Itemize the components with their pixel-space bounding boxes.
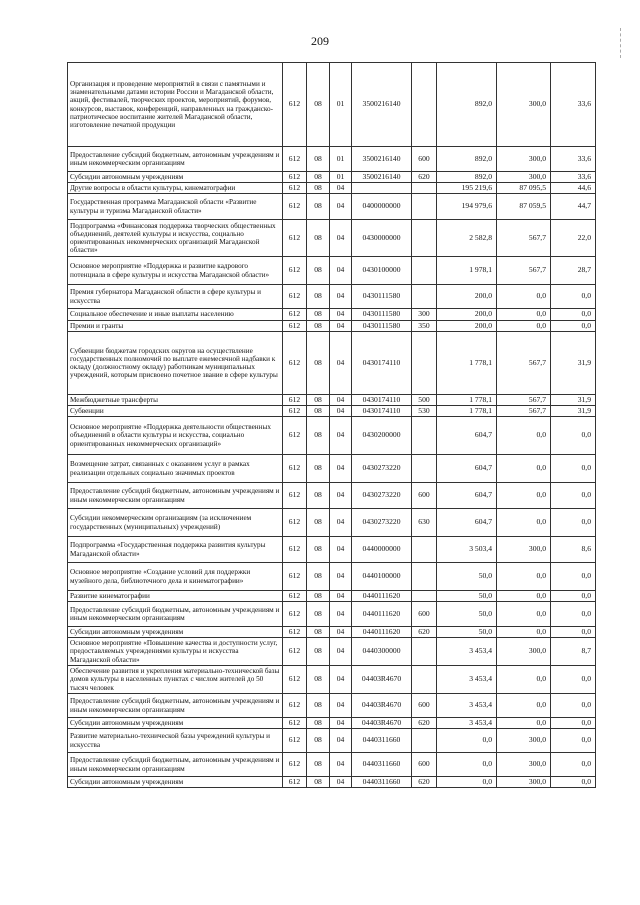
row-section-code: 08 [307, 63, 330, 147]
row-name: Премия губернатора Магаданской области в сфере культуры и искусства [68, 285, 283, 309]
row-executed-amount: 0,0 [497, 309, 551, 321]
row-target-article: 0430200000 [352, 417, 412, 455]
row-executed-amount: 567,7 [497, 332, 551, 395]
row-section-code: 08 [307, 309, 330, 321]
row-executed-amount: 0,0 [497, 321, 551, 332]
row-subsection-code: 04 [330, 194, 352, 220]
row-execution-percent: 0,0 [551, 321, 596, 332]
row-executed-amount: 0,0 [497, 591, 551, 602]
row-executed-amount: 300,0 [497, 537, 551, 563]
row-executed-amount: 0,0 [497, 627, 551, 638]
row-name: Предоставление субсидий бюджетным, автономным учреждениям и иным некоммерческим организациям [68, 694, 283, 718]
row-executed-amount: 567,7 [497, 406, 551, 417]
row-execution-percent: 44,6 [551, 183, 596, 194]
row-name: Предоставление субсидий бюджетным, автономным учреждениям и иным некоммерческим организациям [68, 753, 283, 777]
row-expense-type: 620 [412, 718, 437, 729]
row-section-code: 08 [307, 591, 330, 602]
row-executed-amount: 300,0 [497, 777, 551, 788]
row-executed-amount: 0,0 [497, 694, 551, 718]
row-subsection-code: 04 [330, 332, 352, 395]
row-section-code: 08 [307, 194, 330, 220]
row-executed-amount: 0,0 [497, 563, 551, 591]
row-ministry-code: 612 [283, 638, 307, 666]
row-approved-amount: 2 582,8 [437, 220, 497, 257]
table-row [68, 183, 596, 194]
row-executed-amount: 300,0 [497, 172, 551, 183]
table-row [68, 483, 596, 509]
row-name: Субсидии некоммерческим организациям (за исключением государственных (муниципальных) учреждений) [68, 509, 283, 537]
row-subsection-code: 04 [330, 220, 352, 257]
row-subsection-code: 01 [330, 63, 352, 147]
row-expense-type [412, 729, 437, 753]
row-target-article: 0430174110 [352, 395, 412, 406]
row-expense-type [412, 194, 437, 220]
row-expense-type: 620 [412, 777, 437, 788]
row-subsection-code: 04 [330, 694, 352, 718]
row-execution-percent: 22,0 [551, 220, 596, 257]
row-ministry-code: 612 [283, 666, 307, 694]
row-approved-amount: 604,7 [437, 417, 497, 455]
row-approved-amount: 50,0 [437, 563, 497, 591]
row-subsection-code: 04 [330, 183, 352, 194]
row-name: Обеспечение развития и укрепления материально-технической базы домов культуры в населенных пунктах с числом жителей до 50 тысяч человек [68, 666, 283, 694]
table-row [68, 455, 596, 483]
row-ministry-code: 612 [283, 753, 307, 777]
row-expense-type: 530 [412, 406, 437, 417]
row-section-code: 08 [307, 537, 330, 563]
row-name: Основное мероприятие «Поддержка деятельности общественных объединений в области культуры и искусства, социально ориентированных некоммерческих организаций» [68, 417, 283, 455]
row-approved-amount: 3 453,4 [437, 638, 497, 666]
row-section-code: 08 [307, 666, 330, 694]
row-executed-amount: 87 095,5 [497, 183, 551, 194]
row-ministry-code: 612 [283, 537, 307, 563]
row-section-code: 08 [307, 483, 330, 509]
row-name: Социальное обеспечение и иные выплаты населению [68, 309, 283, 321]
row-target-article: 3500216140 [352, 172, 412, 183]
row-executed-amount: 567,7 [497, 395, 551, 406]
row-target-article: 0440000000 [352, 537, 412, 563]
row-executed-amount: 0,0 [497, 602, 551, 627]
table-row [68, 591, 596, 602]
page-number: 209 [311, 34, 329, 48]
row-ministry-code: 612 [283, 694, 307, 718]
row-subsection-code: 04 [330, 455, 352, 483]
row-expense-type: 630 [412, 509, 437, 537]
row-ministry-code: 612 [283, 172, 307, 183]
row-approved-amount: 892,0 [437, 63, 497, 147]
row-section-code: 08 [307, 172, 330, 183]
table-row [68, 666, 596, 694]
row-section-code: 08 [307, 718, 330, 729]
row-execution-percent: 8,6 [551, 537, 596, 563]
row-section-code: 08 [307, 257, 330, 285]
row-approved-amount: 50,0 [437, 627, 497, 638]
table-row [68, 406, 596, 417]
row-name: Субсидии автономным учреждениям [68, 627, 283, 638]
row-target-article: 0430174110 [352, 332, 412, 395]
row-name: Основное мероприятие «Поддержка и развитие кадрового потенциала в сфере культуры и искусства Магаданской области» [68, 257, 283, 285]
row-ministry-code: 612 [283, 332, 307, 395]
table-row [68, 220, 596, 257]
row-ministry-code: 612 [283, 563, 307, 591]
row-section-code: 08 [307, 777, 330, 788]
row-name: Премии и гранты [68, 321, 283, 332]
row-section-code: 08 [307, 321, 330, 332]
row-execution-percent: 0,0 [551, 729, 596, 753]
row-subsection-code: 04 [330, 406, 352, 417]
row-target-article: 3500216140 [352, 63, 412, 147]
row-section-code: 08 [307, 729, 330, 753]
row-approved-amount: 604,7 [437, 483, 497, 509]
row-executed-amount: 87 059,5 [497, 194, 551, 220]
row-expense-type [412, 591, 437, 602]
row-approved-amount: 195 219,6 [437, 183, 497, 194]
row-ministry-code: 612 [283, 627, 307, 638]
row-expense-type [412, 332, 437, 395]
table-row [68, 63, 596, 147]
row-target-article: 0440111620 [352, 591, 412, 602]
row-subsection-code: 04 [330, 417, 352, 455]
row-section-code: 08 [307, 455, 330, 483]
row-executed-amount: 0,0 [497, 718, 551, 729]
row-section-code: 08 [307, 563, 330, 591]
table-row [68, 194, 596, 220]
row-expense-type [412, 285, 437, 309]
row-name: Субвенции бюджетам городских округов на осуществление государственных полномочий по выплате ежемесячной надбавки к окладу (должностному окладу) работникам муниципальных учреждений, которым присвоено почетное звание в сфере культуры [68, 332, 283, 395]
row-executed-amount: 0,0 [497, 285, 551, 309]
row-expense-type: 350 [412, 321, 437, 332]
row-name: Подпрограмма «Финансовая поддержка творческих общественных объединений, деятелей культуры и искусства, социально ориентированных некоммерческих организаций Магаданской области» [68, 220, 283, 257]
row-approved-amount: 3 453,4 [437, 666, 497, 694]
row-approved-amount: 3 453,4 [437, 694, 497, 718]
table-row [68, 321, 596, 332]
row-expense-type [412, 666, 437, 694]
row-name: Предоставление субсидий бюджетным, автономным учреждениям и иным некоммерческим организациям [68, 483, 283, 509]
row-ministry-code: 612 [283, 220, 307, 257]
table-row [68, 777, 596, 788]
row-execution-percent: 44,7 [551, 194, 596, 220]
row-expense-type: 600 [412, 694, 437, 718]
budget-table-body [68, 63, 596, 788]
row-target-article: 0440111620 [352, 602, 412, 627]
row-ministry-code: 612 [283, 483, 307, 509]
row-approved-amount: 1 778,1 [437, 395, 497, 406]
table-row [68, 257, 596, 285]
row-target-article: 0440311660 [352, 777, 412, 788]
row-expense-type [412, 455, 437, 483]
row-section-code: 08 [307, 183, 330, 194]
row-ministry-code: 612 [283, 718, 307, 729]
row-execution-percent: 0,0 [551, 483, 596, 509]
row-subsection-code: 04 [330, 395, 352, 406]
row-name: Субсидии автономным учреждениям [68, 718, 283, 729]
row-execution-percent: 0,0 [551, 455, 596, 483]
row-subsection-code: 01 [330, 172, 352, 183]
row-section-code: 08 [307, 332, 330, 395]
row-ministry-code: 612 [283, 321, 307, 332]
row-section-code: 08 [307, 417, 330, 455]
row-approved-amount: 1 778,1 [437, 332, 497, 395]
row-approved-amount: 604,7 [437, 455, 497, 483]
row-section-code: 08 [307, 509, 330, 537]
row-executed-amount: 300,0 [497, 147, 551, 172]
row-target-article [352, 183, 412, 194]
row-name: Развитие кинематографии [68, 591, 283, 602]
row-subsection-code: 04 [330, 537, 352, 563]
row-name: Другие вопросы в области культуры, кинематографии [68, 183, 283, 194]
row-approved-amount: 3 503,4 [437, 537, 497, 563]
row-execution-percent: 28,7 [551, 257, 596, 285]
budget-table [67, 62, 596, 788]
row-target-article: 0440100000 [352, 563, 412, 591]
row-subsection-code: 04 [330, 309, 352, 321]
row-section-code: 08 [307, 147, 330, 172]
row-target-article: 04403R4670 [352, 718, 412, 729]
row-execution-percent: 31,9 [551, 395, 596, 406]
row-subsection-code: 04 [330, 321, 352, 332]
row-name: Государственная программа Магаданской области «Развитие культуры и туризма Магаданской области» [68, 194, 283, 220]
row-ministry-code: 612 [283, 729, 307, 753]
table-row [68, 563, 596, 591]
row-execution-percent: 0,0 [551, 753, 596, 777]
row-target-article: 0430111580 [352, 309, 412, 321]
row-expense-type: 600 [412, 483, 437, 509]
row-name: Развитие материально-технической базы учреждений культуры и искусства [68, 729, 283, 753]
row-section-code: 08 [307, 395, 330, 406]
row-subsection-code: 04 [330, 285, 352, 309]
row-approved-amount: 200,0 [437, 321, 497, 332]
row-ministry-code: 612 [283, 395, 307, 406]
row-execution-percent: 33,6 [551, 63, 596, 147]
row-target-article: 0430174110 [352, 406, 412, 417]
row-expense-type [412, 220, 437, 257]
row-ministry-code: 612 [283, 285, 307, 309]
row-target-article: 0430000000 [352, 220, 412, 257]
row-expense-type: 600 [412, 147, 437, 172]
row-name: Подпрограмма «Государственная поддержка развития культуры Магаданской области» [68, 537, 283, 563]
row-name: Предоставление субсидий бюджетным, автономным учреждениям и иным некоммерческим организациям [68, 147, 283, 172]
row-execution-percent: 0,0 [551, 417, 596, 455]
row-approved-amount: 200,0 [437, 309, 497, 321]
table-row [68, 718, 596, 729]
row-executed-amount: 567,7 [497, 220, 551, 257]
row-expense-type: 600 [412, 602, 437, 627]
row-expense-type [412, 257, 437, 285]
table-row [68, 602, 596, 627]
row-subsection-code: 04 [330, 638, 352, 666]
row-approved-amount: 0,0 [437, 753, 497, 777]
row-executed-amount: 0,0 [497, 509, 551, 537]
row-subsection-code: 04 [330, 627, 352, 638]
row-target-article: 04403R4670 [352, 666, 412, 694]
table-row [68, 332, 596, 395]
row-executed-amount: 0,0 [497, 455, 551, 483]
row-target-article: 0430111580 [352, 285, 412, 309]
row-section-code: 08 [307, 638, 330, 666]
row-approved-amount: 604,7 [437, 509, 497, 537]
row-ministry-code: 612 [283, 309, 307, 321]
row-ministry-code: 612 [283, 63, 307, 147]
row-executed-amount: 0,0 [497, 666, 551, 694]
row-approved-amount: 1 978,1 [437, 257, 497, 285]
row-target-article: 0440311660 [352, 729, 412, 753]
table-row [68, 627, 596, 638]
row-execution-percent: 33,6 [551, 147, 596, 172]
row-ministry-code: 612 [283, 417, 307, 455]
row-section-code: 08 [307, 694, 330, 718]
row-target-article: 0440300000 [352, 638, 412, 666]
table-row [68, 509, 596, 537]
row-name: Межбюджетные трансферты [68, 395, 283, 406]
table-row [68, 753, 596, 777]
row-ministry-code: 612 [283, 777, 307, 788]
row-subsection-code: 04 [330, 257, 352, 285]
row-approved-amount: 892,0 [437, 147, 497, 172]
row-executed-amount: 300,0 [497, 729, 551, 753]
row-executed-amount: 0,0 [497, 483, 551, 509]
row-subsection-code: 04 [330, 509, 352, 537]
row-subsection-code: 04 [330, 563, 352, 591]
row-approved-amount: 892,0 [437, 172, 497, 183]
row-ministry-code: 612 [283, 147, 307, 172]
row-expense-type: 500 [412, 395, 437, 406]
table-row [68, 309, 596, 321]
row-section-code: 08 [307, 602, 330, 627]
row-target-article: 0440111620 [352, 627, 412, 638]
row-subsection-code: 04 [330, 666, 352, 694]
row-name: Предоставление субсидий бюджетным, автономным учреждениям и иным некоммерческим организациям [68, 602, 283, 627]
row-expense-type [412, 417, 437, 455]
table-row [68, 395, 596, 406]
row-section-code: 08 [307, 753, 330, 777]
row-execution-percent: 0,0 [551, 602, 596, 627]
row-approved-amount: 194 979,6 [437, 194, 497, 220]
row-approved-amount: 1 778,1 [437, 406, 497, 417]
row-section-code: 08 [307, 627, 330, 638]
row-ministry-code: 612 [283, 406, 307, 417]
row-subsection-code: 04 [330, 483, 352, 509]
row-executed-amount: 567,7 [497, 257, 551, 285]
margin-scan-mark [620, 28, 622, 58]
row-execution-percent: 0,0 [551, 718, 596, 729]
row-target-article: 0430273220 [352, 509, 412, 537]
row-name: Основное мероприятие «Создание условий для поддержки музейного дела, библиотечного дела и кинематографии» [68, 563, 283, 591]
row-execution-percent: 0,0 [551, 285, 596, 309]
table-row [68, 537, 596, 563]
row-name: Организация и проведение мероприятий в связи с памятными и знаменательными датами истории России и Магаданской области, акций, фестивалей, творческих проектов, мероприятий, форумов, конкурсов, выставок, конференций, направленных на гражданско-патриотическое воспитание жителей Магаданской области, изготовление печатной продукции [68, 63, 283, 147]
row-subsection-code: 04 [330, 729, 352, 753]
table-row [68, 417, 596, 455]
row-expense-type [412, 563, 437, 591]
table-row [68, 285, 596, 309]
table-row [68, 694, 596, 718]
row-ministry-code: 612 [283, 591, 307, 602]
row-expense-type [412, 638, 437, 666]
row-ministry-code: 612 [283, 455, 307, 483]
row-subsection-code: 04 [330, 777, 352, 788]
row-subsection-code: 01 [330, 147, 352, 172]
row-name: Основное мероприятие «Повышение качества и доступности услуг, предоставляемых учреждениями культуры и искусства Магаданской области» [68, 638, 283, 666]
row-ministry-code: 612 [283, 257, 307, 285]
table-row [68, 729, 596, 753]
row-expense-type: 300 [412, 309, 437, 321]
row-approved-amount: 200,0 [437, 285, 497, 309]
row-expense-type [412, 63, 437, 147]
row-subsection-code: 04 [330, 602, 352, 627]
row-executed-amount: 0,0 [497, 417, 551, 455]
row-execution-percent: 0,0 [551, 563, 596, 591]
table-row [68, 172, 596, 183]
row-executed-amount: 300,0 [497, 753, 551, 777]
row-name: Субсидии автономным учреждениям [68, 172, 283, 183]
row-name: Субсидии автономным учреждениям [68, 777, 283, 788]
row-execution-percent: 31,9 [551, 406, 596, 417]
row-execution-percent: 0,0 [551, 591, 596, 602]
row-target-article: 04403R4670 [352, 694, 412, 718]
table-row [68, 147, 596, 172]
row-expense-type [412, 183, 437, 194]
row-target-article: 3500216140 [352, 147, 412, 172]
row-execution-percent: 0,0 [551, 309, 596, 321]
row-ministry-code: 612 [283, 194, 307, 220]
row-approved-amount: 0,0 [437, 729, 497, 753]
row-executed-amount: 300,0 [497, 638, 551, 666]
row-expense-type: 600 [412, 753, 437, 777]
row-section-code: 08 [307, 406, 330, 417]
row-execution-percent: 8,7 [551, 638, 596, 666]
row-expense-type [412, 537, 437, 563]
row-execution-percent: 0,0 [551, 777, 596, 788]
row-execution-percent: 0,0 [551, 627, 596, 638]
row-approved-amount: 50,0 [437, 602, 497, 627]
row-target-article: 0430273220 [352, 483, 412, 509]
row-ministry-code: 612 [283, 602, 307, 627]
row-name: Субвенции [68, 406, 283, 417]
row-approved-amount: 50,0 [437, 591, 497, 602]
row-section-code: 08 [307, 220, 330, 257]
row-ministry-code: 612 [283, 509, 307, 537]
row-expense-type: 620 [412, 172, 437, 183]
row-execution-percent: 31,9 [551, 332, 596, 395]
row-subsection-code: 04 [330, 753, 352, 777]
row-section-code: 08 [307, 285, 330, 309]
row-execution-percent: 33,6 [551, 172, 596, 183]
row-subsection-code: 04 [330, 591, 352, 602]
row-name: Возмещение затрат, связанных с оказанием услуг в рамках реализации отдельных социально значимых проектов [68, 455, 283, 483]
row-approved-amount: 0,0 [437, 777, 497, 788]
row-execution-percent: 0,0 [551, 694, 596, 718]
row-target-article: 0430100000 [352, 257, 412, 285]
row-ministry-code: 612 [283, 183, 307, 194]
row-target-article: 0430111580 [352, 321, 412, 332]
row-expense-type: 620 [412, 627, 437, 638]
row-target-article: 0430273220 [352, 455, 412, 483]
row-executed-amount: 300,0 [497, 63, 551, 147]
row-execution-percent: 0,0 [551, 509, 596, 537]
row-subsection-code: 04 [330, 718, 352, 729]
row-target-article: 0400000000 [352, 194, 412, 220]
table-row [68, 638, 596, 666]
row-target-article: 0440311660 [352, 753, 412, 777]
row-approved-amount: 3 453,4 [437, 718, 497, 729]
row-execution-percent: 0,0 [551, 666, 596, 694]
